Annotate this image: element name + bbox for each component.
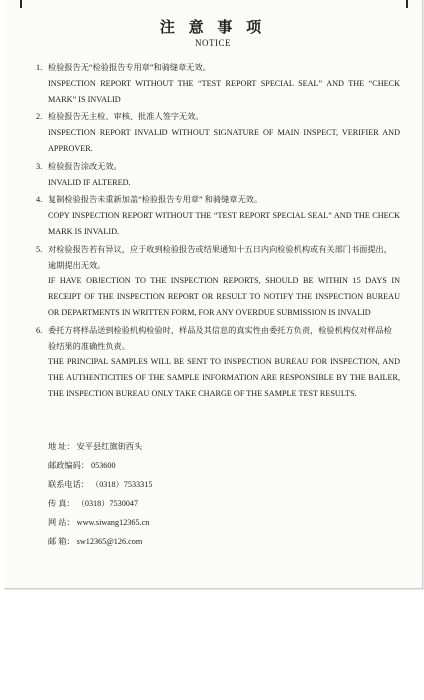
corner-crop-mark-left bbox=[20, 0, 22, 8]
contact-website-row bbox=[48, 513, 348, 532]
notice-list bbox=[36, 60, 400, 404]
address-value: 安平县红旗街西头 bbox=[76, 442, 143, 451]
item-text-chinese: 检验报告无“检验报告专用章”和骑缝章无效。 bbox=[48, 63, 211, 72]
fax-label: 传 真： bbox=[48, 499, 75, 508]
item-text-chinese: 检验报告无主检、审核、批准人签字无效。 bbox=[48, 112, 204, 122]
website-label: 网 站： bbox=[48, 518, 75, 527]
item-text-english: INVALID IF ALTERED. bbox=[48, 177, 131, 187]
item-number: 5. bbox=[36, 244, 43, 254]
phone-value: （0318）7533315 bbox=[91, 480, 153, 489]
item-number: 4. bbox=[36, 195, 43, 205]
email-label: 邮 箱： bbox=[48, 537, 75, 546]
notice-item-6 bbox=[36, 323, 400, 402]
contact-email-row bbox=[48, 532, 348, 551]
item-text-english: INSPECTION REPORT WITHOUT THE “TEST REPORT SPECIAL SEAL” AND THE “CHECK MARK” IS INVALID bbox=[48, 78, 400, 104]
item-text-english: IF HAVE OBJECTION TO THE INSPECTION REPORTS, SHOULD BE WITHIN 15 DAYS IN RECEIPT OF THE INSPECTION REPORT OR RESULT TO NOTIFY THE INSPECTION BUREAU OR DEPARTMENTS IN WRITTEN FORM, FOR ANY OVERDUE SUBMISSION IS INVALID bbox=[48, 276, 400, 317]
notice-item-5 bbox=[36, 242, 400, 321]
item-text-chinese: 对检验报告若有异议，应于收到检验报告或结果通知十五日内向检验机构或有关部门书面提出，逾期提出无效。 bbox=[48, 244, 392, 270]
fax-value: （0318）7530047 bbox=[76, 499, 139, 508]
item-text-english: COPY INSPECTION REPORT WITHOUT THE “TEST REPORT SPECIAL SEAL” AND THE CHECK MARK IS INVALID. bbox=[48, 211, 400, 236]
notice-page bbox=[4, 0, 423, 589]
item-number: 1. bbox=[36, 63, 43, 72]
page-subtitle: NOTICE bbox=[195, 38, 231, 48]
contact-postcode-row bbox=[48, 456, 348, 475]
item-text-chinese: 复制检验报告未重新加盖“检验报告专用章” 和骑缝章无效。 bbox=[48, 195, 263, 205]
notice-item-1 bbox=[36, 60, 400, 107]
contact-block bbox=[48, 437, 348, 551]
page-title: 注 意 事 项 bbox=[159, 20, 267, 36]
notice-item-4 bbox=[36, 192, 400, 239]
item-number: 2. bbox=[36, 112, 43, 122]
postcode-label: 邮政编码： bbox=[48, 461, 89, 470]
website-value: www.siwang12365.cn bbox=[76, 518, 150, 527]
item-number: 6. bbox=[36, 325, 43, 335]
item-text-english: THE PRINCIPAL SAMPLES WILL BE SENT TO INSPECTION BUREAU FOR INSPECTION, AND THE AUTHENTICITIES OF THE SAMPLE INFORMATION ARE RESPONSIBLE BY THE BAILER, THE INSPECTION BUREAU ONLY TAKE CHARGE OF THE SAMPLE TEST RESULTS. bbox=[48, 357, 400, 398]
item-text-english: INSPECTION REPORT INVALID WITHOUT SIGNATURE OF MAIN INSPECT, VERIFIER AND APPROVER. bbox=[48, 128, 400, 153]
email-value: sw12365@126.com bbox=[76, 537, 143, 546]
corner-crop-mark-right bbox=[406, 0, 408, 8]
item-text-chinese: 检验报告涂改无效。 bbox=[48, 161, 122, 171]
contact-fax-row bbox=[48, 494, 348, 513]
item-text-chinese: 委托方将样品送到检验机构检验时，样品及其信息的真实性由委托方负责，检验机构仅对样品检验结果的准确性负责。 bbox=[48, 325, 392, 351]
notice-item-3 bbox=[36, 159, 400, 191]
phone-label: 联系电话： bbox=[48, 480, 89, 489]
contact-phone-row bbox=[48, 475, 348, 494]
contact-address-row bbox=[48, 437, 348, 456]
address-label: 地 址： bbox=[48, 442, 75, 451]
postcode-value: 053600 bbox=[91, 461, 116, 470]
item-number: 3. bbox=[36, 161, 43, 171]
notice-item-2 bbox=[36, 109, 400, 156]
